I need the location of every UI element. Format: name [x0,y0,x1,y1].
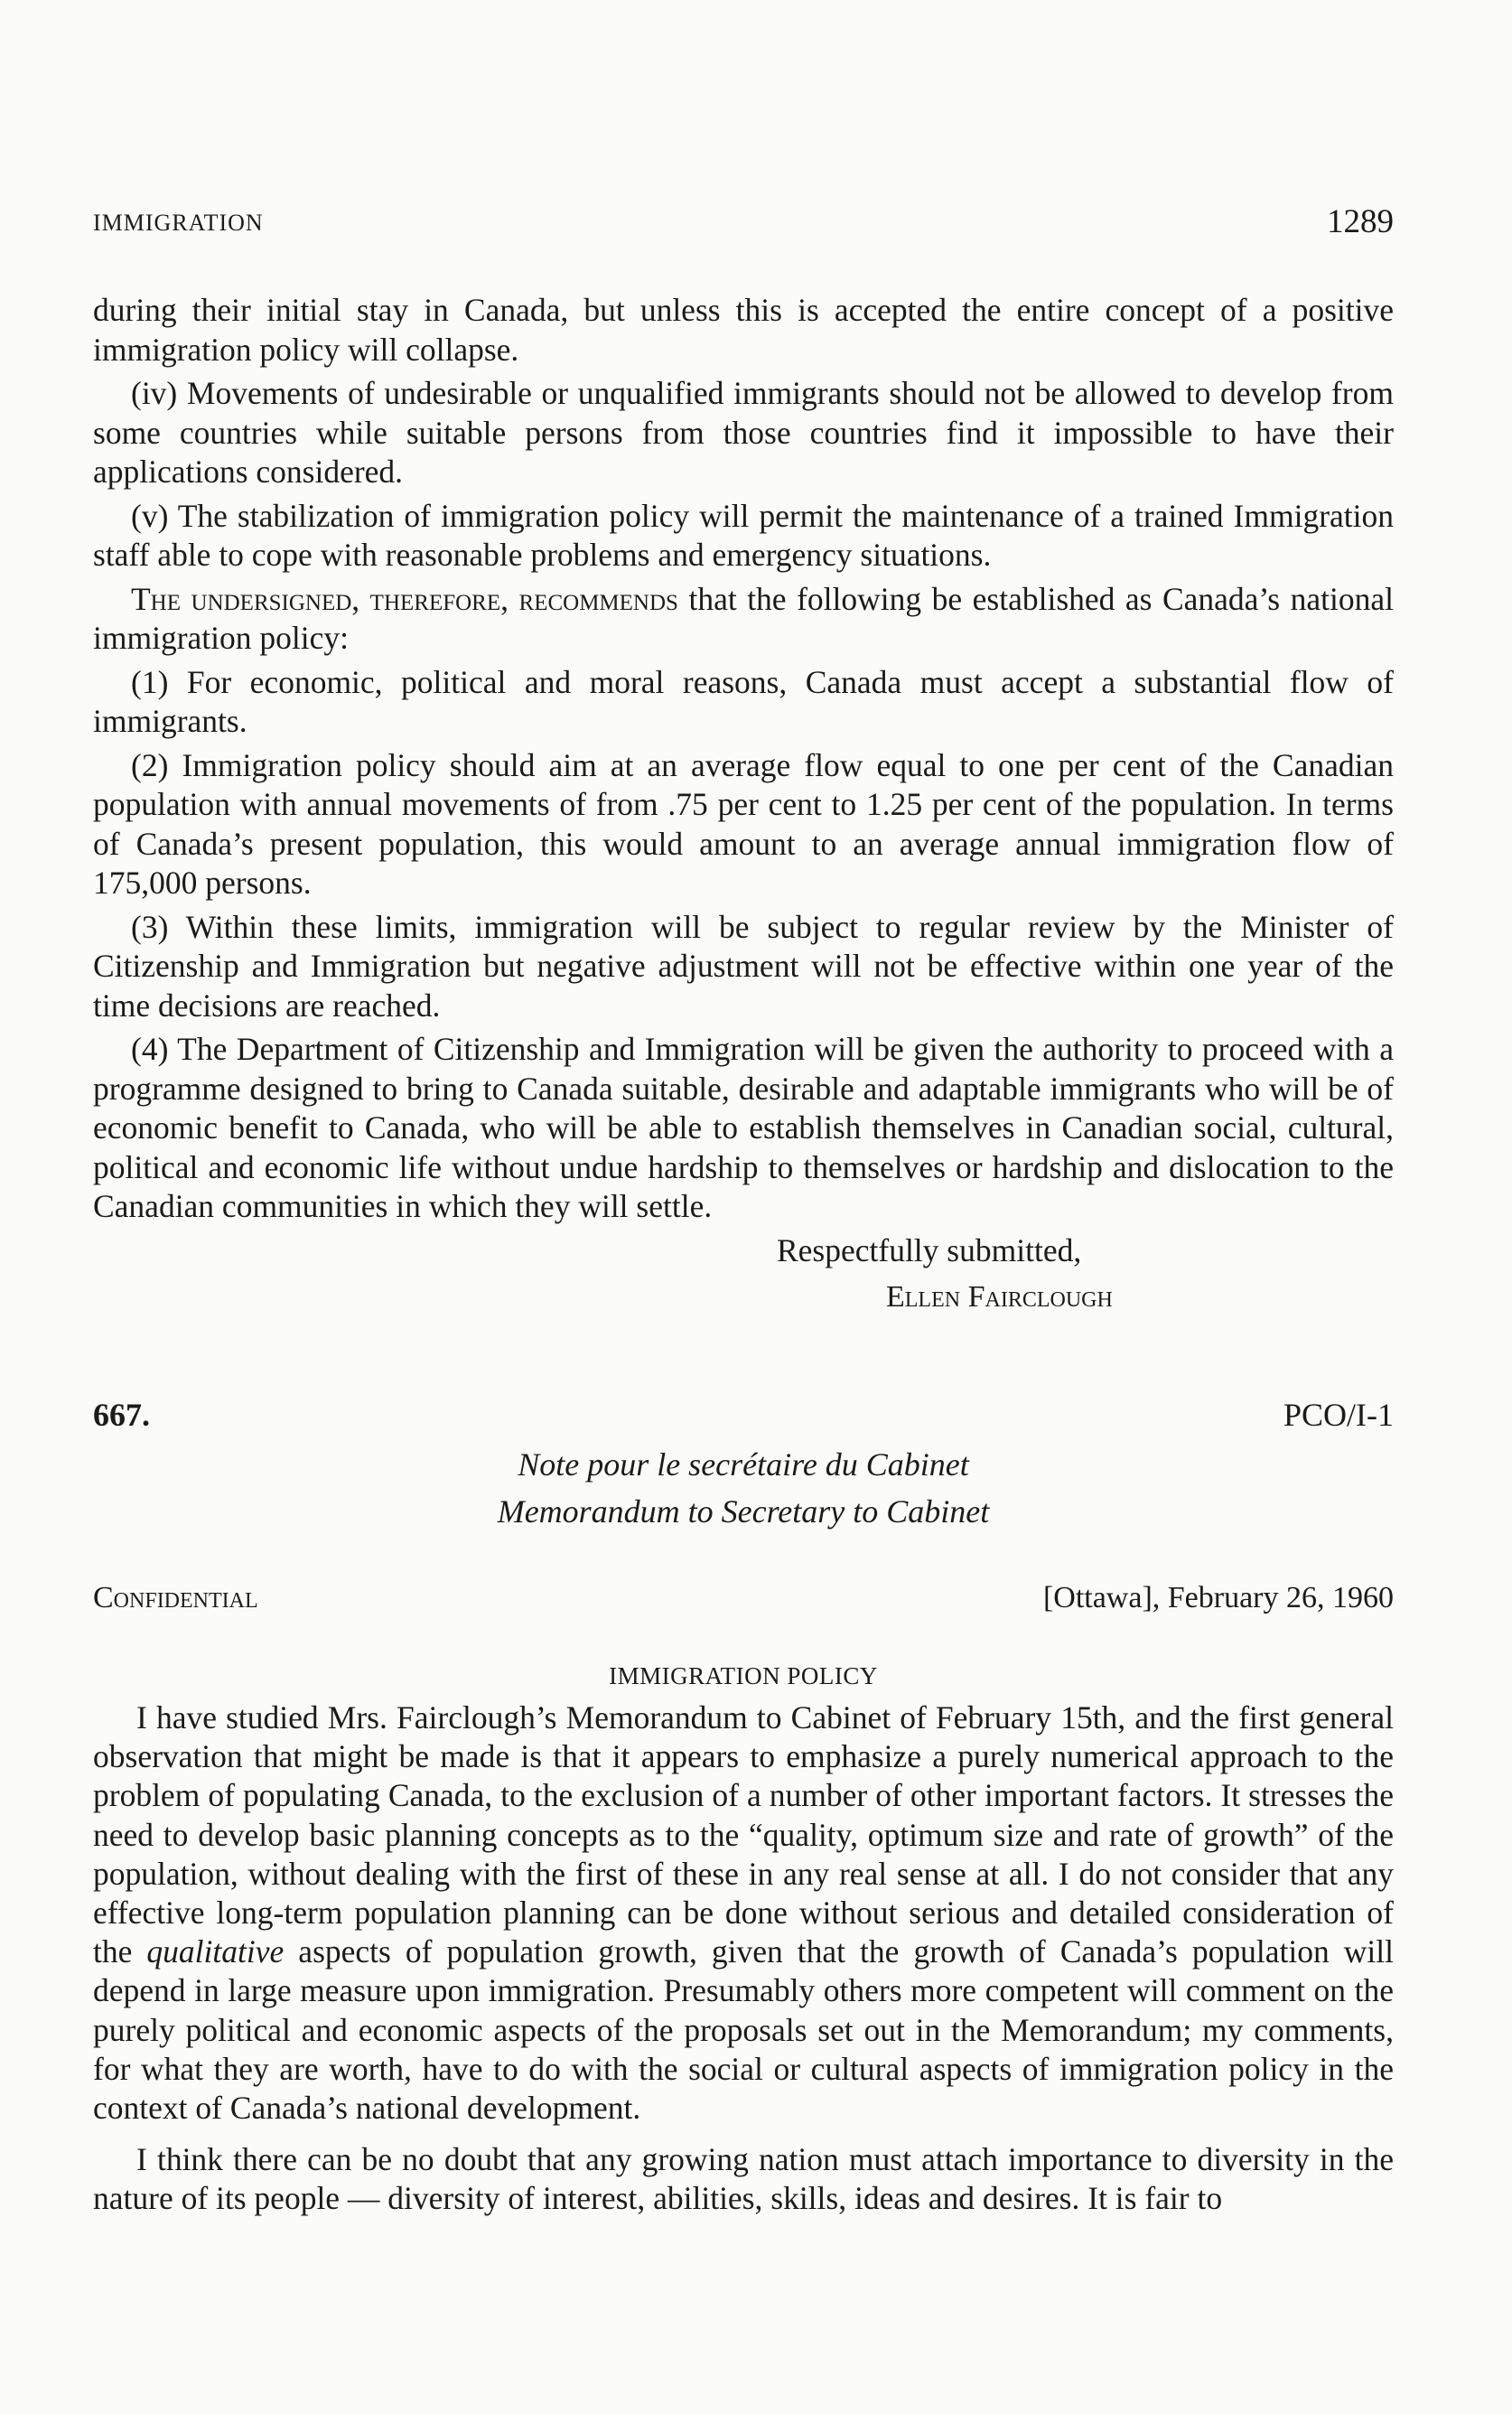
paragraph: I think there can be no doubt that any growing nation must attach importance to diversity in the nature of its people — diversity of interest, abilities, skills, ideas and desires. It is fair to [93,2141,1394,2217]
emphasis: qualitative [146,1933,285,1970]
classification: Confidential [93,1581,258,1614]
document-titles [93,1441,1394,1535]
memo-continuation [93,291,1394,1317]
recommendation-item: (2) Immigration policy should aim at an average flow equal to one per cent of the Canadian population with annual movements of from .75 per cent to 1.25 per cent of the population. In terms of Canada’s present population, this would amount to an average annual immigration flow of 175,000 persons. [93,746,1394,901]
recommendation-item: (4) The Department of Citizenship and Immigration will be given the authority to proceed with a programme designed to bring to Canada suitable, desirable and adaptable immigrants who will be of economic benefit to Canada, who will be able to establish themselves in Canadian social, cultural, political and economic life without undue hardship to themselves or hardship and dislocation to the Canadian communities in which they will settle. [93,1031,1394,1224]
paragraph-text: I have studied Mrs. Fairclough’s Memorandum to Cabinet of February 15th, and the first general observation that might be made is that it appears to emphasize a purely numerical approach to the problem of populating Canada, to the exclusion of a number of other important factors. It stresses the need to develop basic planning concepts as to the “quality, optimum size and rate of growth” of the population, without dealing with the first of these in any real sense at all. I do not consider that any effective long-term population planning can be done without serious and detailed consideration of the [93,1699,1394,1970]
paragraph: (v) The stabilization of immigration policy will permit the maintenance of a trained Immigration staff able to cope with reasonable problems and emergency situations. [93,497,1394,573]
document-number: 667. [93,1397,150,1433]
document-reference: PCO/I-1 [1283,1397,1394,1433]
running-head [93,202,1394,242]
running-head-title: IMMIGRATION [93,210,264,236]
title-english: Memorandum to Secretary to Cabinet [497,1493,990,1530]
paragraph: (iv) Movements of undesirable or unqualified immigrants should not be allowed to develop from some countries while suitable persons from those countries find it impossible to have their applications considered. [93,375,1394,490]
signoff [93,1231,1394,1317]
document-header [93,1396,1394,1540]
recommend-lead: The undersigned, therefore, recommends [131,580,678,617]
recommendation-item: (1) For economic, political and moral reasons, Canada must accept a substantial flow of immigrants. [93,663,1394,739]
recommendation-item: (3) Within these limits, immigration will be subject to regular review by the Minister of Citizenship and Immigration but negative adjustment will not be effective within one year of the time decisions are reached. [93,908,1394,1024]
document-date: [Ottawa], February 26, 1960 [1042,1581,1394,1614]
memo-body [93,1698,1394,2232]
closing: Respectfully submitted, [777,1231,1082,1268]
paragraph [93,1698,1394,2128]
recommend-rest: that the following be established as Canada’s national immigration policy: [93,580,1394,656]
recommendation-intro [93,580,1394,659]
signature: Ellen Fairclough [886,1280,1113,1314]
title-french: Note pour le secrétaire du Cabinet [518,1446,969,1483]
subject-heading: IMMIGRATION POLICY [609,1662,878,1689]
paragraph-text: aspects of population growth, given that the growth of Canada’s population will depend in large measure upon immigration. Presumably others more competent will comment on the purely political and economic aspects of the proposals set out in the Memorandum; my comments, for what they are worth, have to do with the social or cultural aspects of immigration policy in the context of Canada’s national development. [93,1933,1394,2127]
classification-line [93,1581,1394,1624]
paragraph: during their initial stay in Canada, but unless this is accepted the entire concept of a positive immigration policy will collapse. [93,292,1394,368]
page-number: 1289 [1327,203,1394,240]
